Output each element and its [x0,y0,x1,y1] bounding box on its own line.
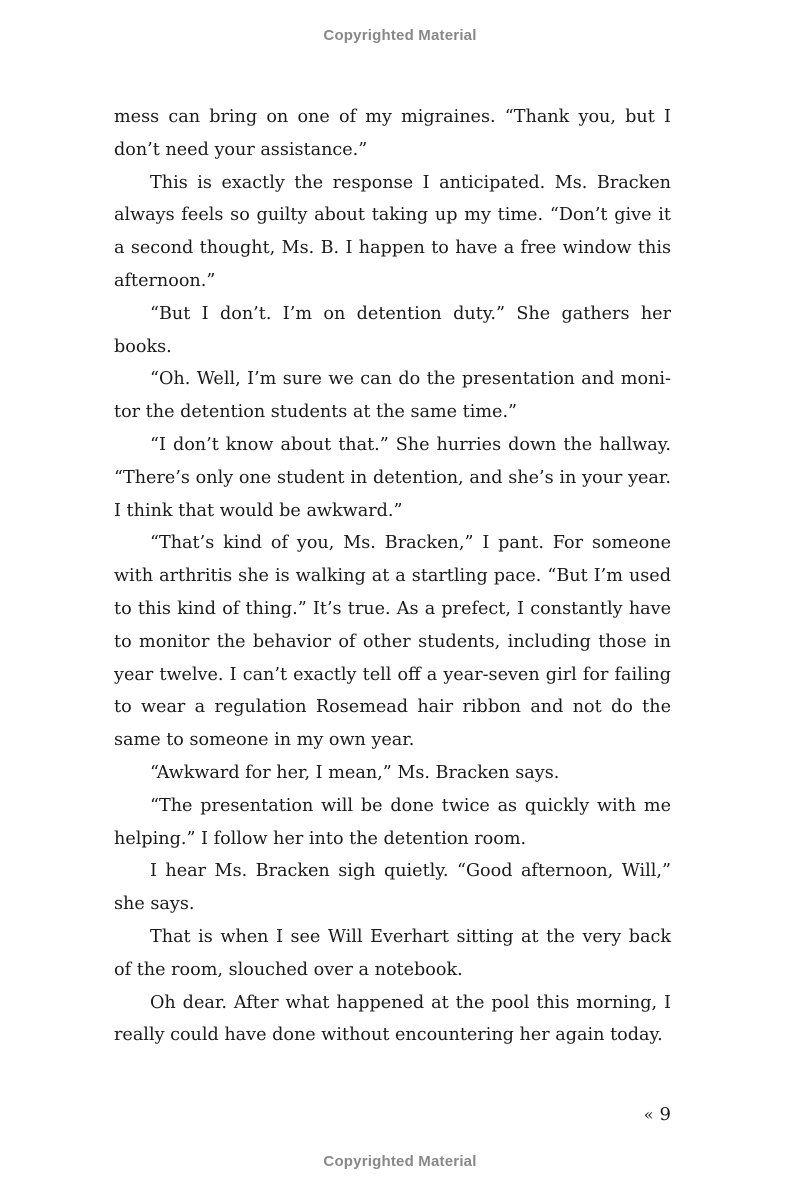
folio-mark-icon: « [643,1105,654,1124]
paragraph: I hear Ms. Bracken sigh quietly. “Good afternoon, Will,” she says. [114,861,671,915]
body-text [114,101,671,1052]
paragraph: “Awkward for her, I mean,” Ms. Bracken says. [150,762,560,783]
paragraph: “I don’t know about that.” She hurries down the hallway. “There’s only one student in detention, and she’s in your year. I think that would be awkward.” [114,434,671,521]
page-number: 9 [659,1104,671,1125]
paragraph: “The presentation will be done twice as quickly with me helping.” I follow her into the detention room. [114,795,671,849]
paragraph: “Oh. Well, I’m sure we can do the presentation and moni-tor the detention students at the same time.” [114,369,671,423]
paragraph: “But I don’t. I’m on detention duty.” She gathers her books. [114,303,671,357]
copyright-watermark-top: Copyrighted Material [323,27,477,44]
paragraph: This is exactly the response I anticipated. Ms. Bracken always feels so guilty about taking up my time. “Don’t give it a second thought, Ms. B. I happen to have a free window this afternoon.” [114,172,671,291]
paragraph: That is when I see Will Everhart sitting at the very back of the room, slouched over a notebook. [114,926,671,980]
paragraph: mess can bring on one of my migraines. “Thank you, but I don’t need your assistance.” [114,107,671,160]
copyright-watermark-bottom: Copyrighted Material [323,1153,477,1170]
paragraph: Oh dear. After what happened at the pool this morning, I really could have done without encountering her again today. [114,992,671,1046]
page-folio [644,1104,671,1125]
paragraph: “That’s kind of you, Ms. Bracken,” I pant. For someone with arthritis she is walking at a startling pace. “But I’m used to this kind of thing.” It’s true. As a prefect, I constantly have to monitor the behavior of other students, including those in year twelve. I can’t exactly tell off a year-seven girl for failing to wear a regulation Rosemead hair ribbon and not do the same to someone in my own year. [114,533,671,751]
